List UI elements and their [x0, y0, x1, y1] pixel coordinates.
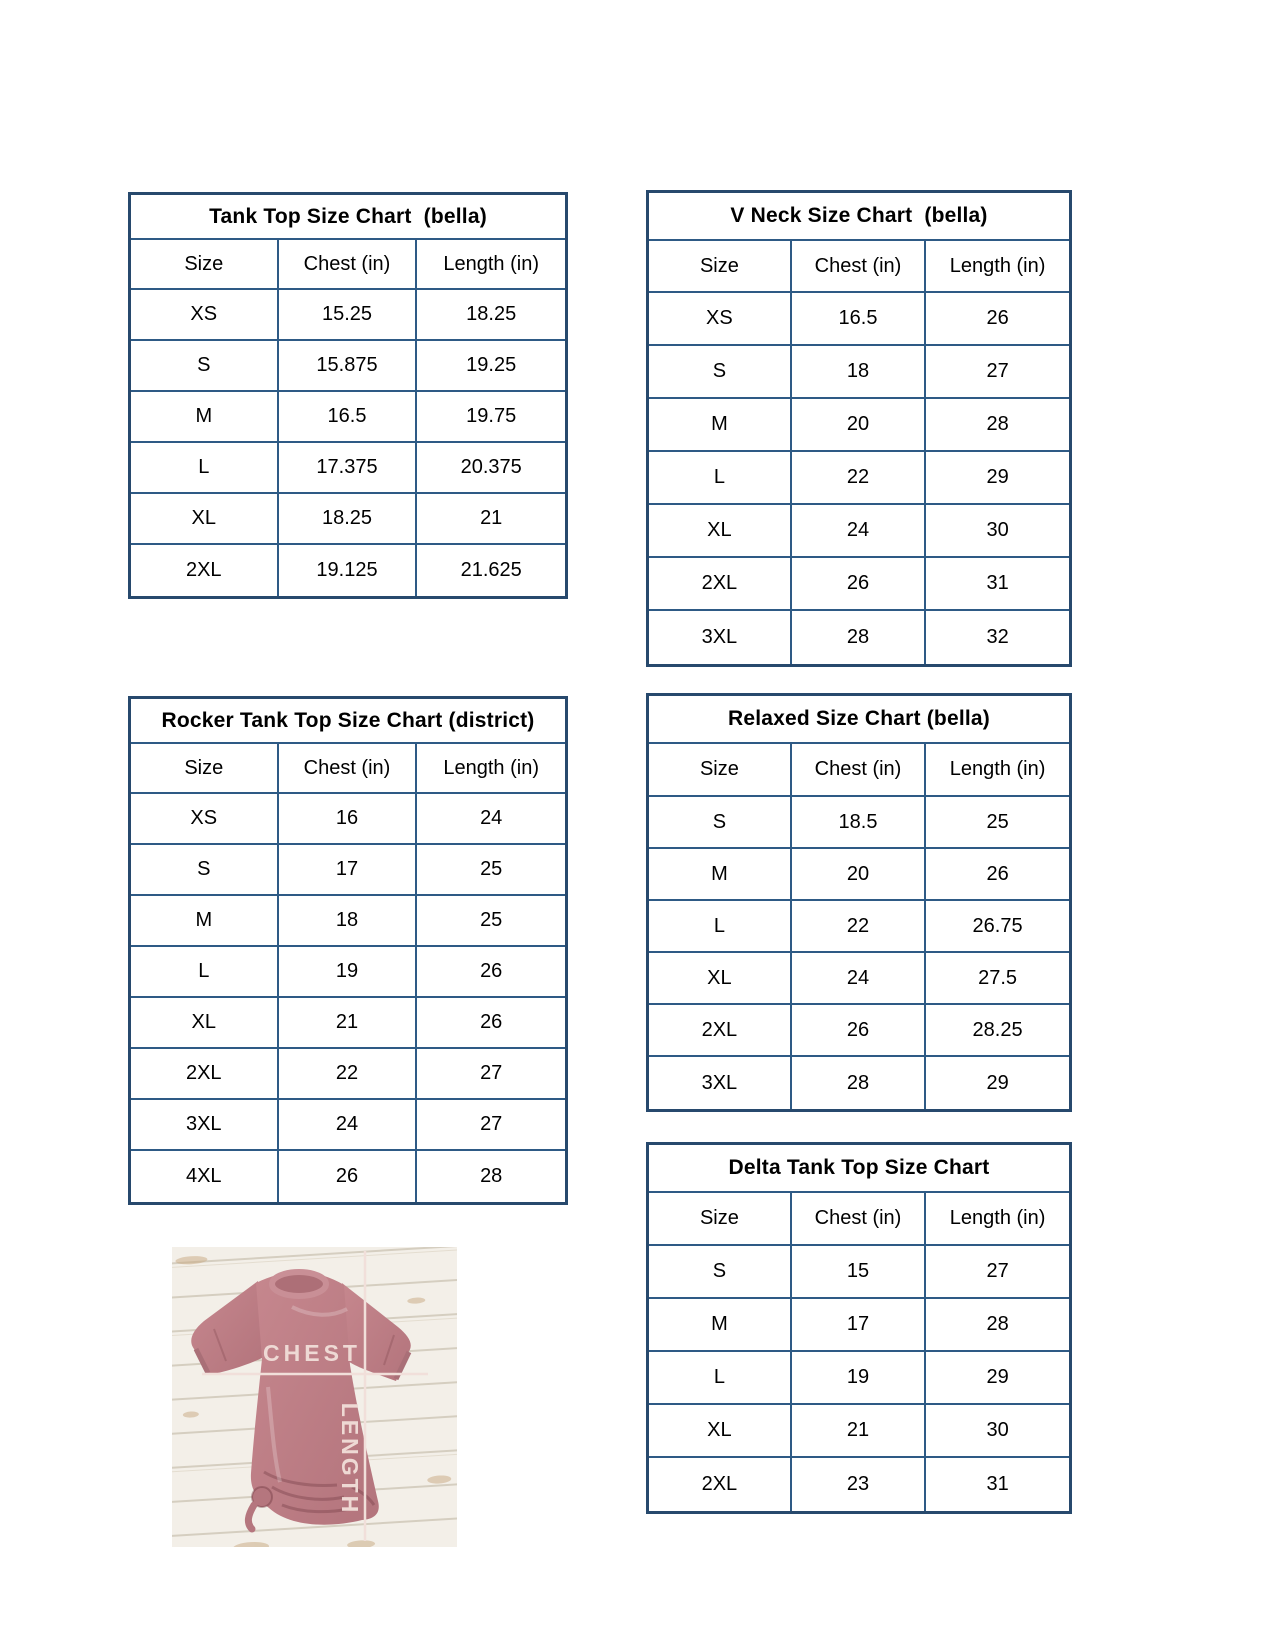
table-title: V Neck Size Chart (bella) [649, 193, 1069, 241]
table-rocker-tank-top-size-chart [128, 696, 568, 1205]
table-data-cell: 21 [417, 494, 565, 545]
table-data-cell: 27 [417, 1100, 565, 1151]
table-data-cell: M [131, 392, 279, 443]
table-data-cell: S [649, 1246, 792, 1299]
table-data-cell: 16 [279, 794, 418, 845]
table-data-cell: 29 [986, 1071, 1009, 1094]
table-data-cell: 32 [986, 626, 1009, 648]
column-header-cell: Chest (in) [792, 744, 926, 797]
table-data-cell: 26 [926, 293, 1069, 346]
table-data-cell: 19 [279, 947, 418, 998]
table-relaxed-size-chart [646, 693, 1072, 1112]
column-header-cell: Size [131, 744, 279, 794]
table-data-cell: XS [131, 290, 279, 341]
column-header-cell: Length (in) [417, 744, 565, 794]
table-data-cell: 26 [792, 558, 926, 611]
table-data-cell: 27 [417, 1049, 565, 1100]
table-data-cell: 30 [926, 1405, 1069, 1458]
table-data-cell: 29 [926, 1352, 1069, 1405]
chest-label: CHEST [263, 1340, 361, 1366]
table-data-cell: 27 [926, 1246, 1069, 1299]
table-data-cell: 31 [926, 558, 1069, 611]
table-data-cell: M [131, 896, 279, 947]
table-data-cell: 20 [792, 849, 926, 901]
table-data-cell: 3XL [131, 1100, 279, 1151]
table-data-cell: 19 [792, 1352, 926, 1405]
table-data-cell: 25 [417, 896, 565, 947]
table-data-cell: XL [131, 998, 279, 1049]
table-data-cell: 18.25 [279, 494, 418, 545]
table-data-cell: XL [649, 953, 792, 1005]
column-header-cell: Size [131, 240, 279, 290]
column-header-cell: Size [649, 241, 792, 293]
table-data-cell: 20.375 [417, 443, 565, 494]
table-data-cell: L [649, 901, 792, 953]
column-header-cell: Chest (in) [279, 744, 418, 794]
table-data-cell: 3XL [649, 611, 792, 664]
length-label: LENGTH [337, 1402, 363, 1516]
table-data-cell: 23 [792, 1458, 926, 1511]
table-data-cell: 18.25 [417, 290, 565, 341]
table-data-cell: 16.5 [279, 392, 418, 443]
column-header-cell: Chest (in) [792, 241, 926, 293]
table-data-cell: S [131, 845, 279, 896]
table-title: Relaxed Size Chart (bella) [649, 696, 1069, 744]
table-data-cell: 30 [926, 505, 1069, 558]
table-data-cell: 21.625 [460, 559, 522, 581]
table-data-cell: XL [131, 494, 279, 545]
table-data-cell: 15.875 [279, 341, 418, 392]
tshirt-measurement-photo [172, 1247, 457, 1547]
column-header-cell: Length (in) [417, 240, 565, 290]
table-data-cell: 26 [792, 1005, 926, 1057]
table-data-cell: 27.5 [926, 953, 1069, 1005]
column-header-cell: Size [649, 1193, 792, 1246]
table-data-cell: 17 [279, 845, 418, 896]
table-title: Tank Top Size Chart (bella) [131, 195, 565, 240]
table-data-cell: 28 [480, 1165, 503, 1187]
table-data-cell: 26 [279, 1151, 418, 1202]
table-data-cell: 31 [986, 1473, 1009, 1495]
table-data-cell: 18.5 [792, 797, 926, 849]
table-data-cell: XS [649, 293, 792, 346]
table-grid [649, 744, 1069, 1109]
table-data-cell: 2XL [131, 545, 279, 596]
table-data-cell: 2XL [649, 558, 792, 611]
table-data-cell: 24 [417, 794, 565, 845]
table-data-cell: S [649, 797, 792, 849]
table-grid [131, 744, 565, 1202]
table-data-cell: 24 [792, 953, 926, 1005]
table-data-cell: 15.25 [279, 290, 418, 341]
table-data-cell: L [649, 452, 792, 505]
table-data-cell: 24 [792, 505, 926, 558]
table-data-cell: L [649, 1352, 792, 1405]
table-data-cell: L [131, 947, 279, 998]
table-v-neck-size-chart [646, 190, 1072, 667]
table-data-cell: 21 [792, 1405, 926, 1458]
table-data-cell: 22 [279, 1049, 418, 1100]
table-data-cell: 18 [279, 896, 418, 947]
table-data-cell: 28 [926, 399, 1069, 452]
table-data-cell: M [649, 399, 792, 452]
table-data-cell: 26.75 [926, 901, 1069, 953]
table-data-cell: XS [131, 794, 279, 845]
table-data-cell: 19.25 [417, 341, 565, 392]
table-data-cell: 25 [417, 845, 565, 896]
table-data-cell: 26 [417, 998, 565, 1049]
table-data-cell: 18 [792, 346, 926, 399]
table-data-cell: 28 [926, 1299, 1069, 1352]
column-header-cell: Size [649, 744, 792, 797]
table-data-cell: 17.375 [279, 443, 418, 494]
table-delta-tank-top-size-chart [646, 1142, 1072, 1514]
table-data-cell: 27 [926, 346, 1069, 399]
table-data-cell: 26 [926, 849, 1069, 901]
table-data-cell: 29 [926, 452, 1069, 505]
table-data-cell: 28 [792, 1057, 926, 1109]
table-data-cell: XL [649, 1405, 792, 1458]
table-data-cell: 26 [417, 947, 565, 998]
table-data-cell: 2XL [649, 1458, 792, 1511]
table-data-cell: 21 [279, 998, 418, 1049]
table-data-cell: 24 [279, 1100, 418, 1151]
column-header-cell: Chest (in) [792, 1193, 926, 1246]
table-grid [131, 240, 565, 596]
column-header-cell: Chest (in) [279, 240, 418, 290]
tshirt-photo-graphic [172, 1247, 457, 1547]
table-title: Delta Tank Top Size Chart [649, 1145, 1069, 1193]
table-data-cell: 19.75 [417, 392, 565, 443]
table-data-cell: 28.25 [926, 1005, 1069, 1057]
table-data-cell: 2XL [131, 1049, 279, 1100]
table-data-cell: XL [649, 505, 792, 558]
table-data-cell: 17 [792, 1299, 926, 1352]
table-tank-top-size-chart [128, 192, 568, 599]
table-data-cell: 22 [792, 901, 926, 953]
table-data-cell: 19.125 [279, 545, 418, 596]
column-header-cell: Length (in) [926, 241, 1069, 293]
table-data-cell: 15 [792, 1246, 926, 1299]
table-data-cell: M [649, 1299, 792, 1352]
table-data-cell: L [131, 443, 279, 494]
table-data-cell: 22 [792, 452, 926, 505]
table-data-cell: 3XL [649, 1057, 792, 1109]
table-data-cell: 20 [792, 399, 926, 452]
table-data-cell: M [649, 849, 792, 901]
table-data-cell: 16.5 [792, 293, 926, 346]
table-grid [649, 241, 1069, 664]
column-header-cell: Length (in) [926, 744, 1069, 797]
table-grid [649, 1193, 1069, 1511]
table-data-cell: 28 [792, 611, 926, 664]
table-title: Rocker Tank Top Size Chart (district) [131, 699, 565, 744]
table-data-cell: S [131, 341, 279, 392]
table-data-cell: 25 [926, 797, 1069, 849]
table-data-cell: S [649, 346, 792, 399]
table-data-cell: 4XL [131, 1151, 279, 1202]
table-data-cell: 2XL [649, 1005, 792, 1057]
column-header-cell: Length (in) [926, 1193, 1069, 1246]
